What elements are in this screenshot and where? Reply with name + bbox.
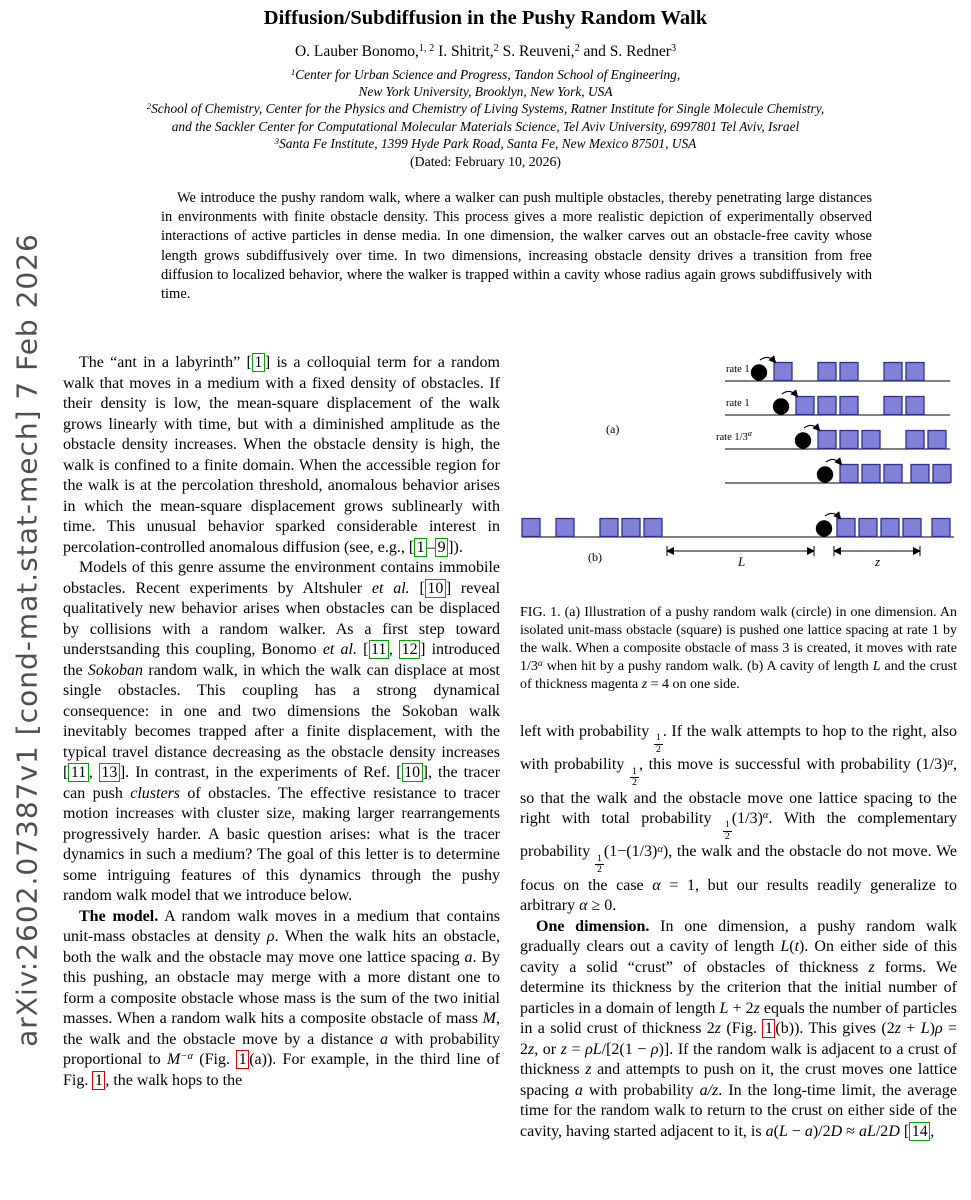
hop-arrow xyxy=(782,391,797,396)
figure-ref-link[interactable]: 1 xyxy=(236,1050,249,1069)
text-run: α xyxy=(652,876,661,894)
text-run: of obstacles. The effective resistance to tracer motion increases with cluster size, making larger rearrangements progressively harder. A basic question arises: what is the tracer dynamics in such a medium? The goal of this letter is to determine some intriguing features of this dynamics through the pushy random walk model that we introduce below. xyxy=(63,784,501,904)
figure-ref-link[interactable]: 1 xyxy=(762,1019,775,1038)
text-run: , or xyxy=(534,1040,561,1058)
obstacle-square xyxy=(911,465,929,483)
citation-link[interactable]: 13 xyxy=(99,763,120,782)
text-run: a/z xyxy=(699,1081,719,1099)
text-run: t xyxy=(794,938,800,956)
text-run: a xyxy=(804,1122,813,1140)
text-run: [ xyxy=(356,641,369,658)
obstacle-square xyxy=(881,519,899,537)
figure1-caption xyxy=(520,604,957,694)
citation-link[interactable]: 10 xyxy=(402,763,423,782)
panel-a-label: (a) xyxy=(606,422,620,436)
inline-fraction: $\frac{1}{2}$ xyxy=(596,852,602,876)
text-run: = 1, but our results readily generalize to arbitrary xyxy=(520,876,957,915)
text-run: ), the walk and the obstacle do not move. We focus on the case xyxy=(520,843,958,894)
text-run: , xyxy=(930,1122,935,1140)
text-run: (b)). This gives (2 xyxy=(775,1020,895,1038)
citation-link[interactable]: 12 xyxy=(399,640,420,659)
paper-title: Diffusion/Subdiffusion in the Pushy Random Walk xyxy=(263,7,708,29)
hop-arrow xyxy=(825,513,840,518)
dimension-label: z xyxy=(875,554,881,568)
text-run: ρ xyxy=(266,928,275,945)
text-run: a xyxy=(379,1030,388,1048)
text-run: , so that the walk and the obstacle move one lattice spacing to the right with total probability xyxy=(520,756,958,828)
obstacle-square xyxy=(884,465,902,483)
text-run: A random walk moves in a medium that contains unit-mass obstacles at density xyxy=(63,907,500,945)
text-run: , the walk and the obstacle move by a distance xyxy=(63,1010,500,1048)
hop-arrow xyxy=(760,357,775,362)
text-run: (1/3) xyxy=(731,810,763,828)
figure1-canvas xyxy=(520,353,957,568)
text-run: clusters xyxy=(130,784,181,802)
text-run: z xyxy=(868,958,875,976)
text-run: We introduce the pushy random walk, where a walker can push multiple obstacles, thereby penetrating large distances in environments with finite obstacle density. This process gives a more realistic depiction of experimentally observed interactions of active particles in dense media. In one dimension, the walker carves out an obstacle-free cavity whose length grows subdiffusively over time. In two dimensions, increasing obstacle density drives a transition from free diffusion to localized behavior, where the walker is trapped within a cavity whose radius again grows subdiffusively with time. xyxy=(161,190,872,303)
text-run: and S. Redner xyxy=(579,43,671,60)
affiliation-line: New York University, Brooklyn, New York, USA xyxy=(358,84,613,100)
citation-link[interactable]: 9 xyxy=(435,538,448,557)
citation-link[interactable]: 1 xyxy=(414,538,427,557)
text-run: et al. xyxy=(371,579,410,597)
text-run: In one dimension, a pushy random walk gradually clears out a cavity of length xyxy=(520,917,958,956)
text-run: The model. xyxy=(79,907,159,925)
text-run: /2 xyxy=(875,1122,889,1140)
paragraph xyxy=(63,353,500,558)
text-run: ]). xyxy=(448,538,463,556)
text-run: when hit by a pushy random walk. (b) A cavity of length xyxy=(542,659,873,674)
text-run: Models of this genre assume the environment contains immobile obstacles. Recent experiments by Altshuler xyxy=(63,559,500,597)
obstacle-square xyxy=(862,465,880,483)
text-run: z xyxy=(528,1040,535,1058)
text-run: and the crust of thickness magenta xyxy=(520,659,958,692)
text-run: α xyxy=(579,897,588,915)
text-run: . With the complementary probability xyxy=(520,810,958,861)
text-run: α xyxy=(537,657,543,668)
text-run: and attempts to push on it, the crust moves one lattice spacing xyxy=(520,1061,958,1099)
text-run: ) xyxy=(929,1020,935,1038)
obstacle-square xyxy=(933,465,951,483)
citation-link[interactable]: 11 xyxy=(369,640,389,659)
hop-arrow xyxy=(826,459,841,464)
figure-ref-link[interactable]: 1 xyxy=(92,1071,105,1090)
text-run: L xyxy=(920,1020,930,1038)
text-run: (a)). For example, in the third line of Fig. xyxy=(63,1051,500,1089)
rate-label: rate 1 xyxy=(726,398,750,409)
obstacle-square xyxy=(862,431,880,449)
obstacle-square xyxy=(906,397,924,415)
rate-label: rate 1 xyxy=(726,364,750,375)
affiliation-line: $^3$Santa Fe Institute, 1399 Hyde Park Road, Santa Fe, New Mexico 87501, USA xyxy=(274,135,697,151)
paragraph xyxy=(63,558,500,907)
text-run: z xyxy=(753,999,760,1017)
text-run: . By this pushing, an obstacle may merge with a more distant one to form a composite obstacle whose mass is the sum of the two initial masses. When a random walk hits a composite obstacle of mass xyxy=(63,948,501,1027)
text-run: α xyxy=(762,810,769,822)
text-run: ] reveal qualitatively new behavior arises when obstacles can be displaced by collisions with a random walker. As a first step toward understsanding this coupling, Bonomo xyxy=(63,579,501,658)
text-run: (Fig. xyxy=(721,1020,763,1038)
walker-circle xyxy=(816,520,832,536)
text-run: random walk, in which the walk can displace at most single obstacles. This coupling has a strong dynamical consequence: in one and two dimensions the Sokoban walk inevitably becomes trapped after a finite displacement, with the typical travel distance decreasing as the obstacle density increases [ xyxy=(63,661,500,781)
text-run: α xyxy=(657,843,663,855)
text-run: z xyxy=(585,1061,592,1079)
date-line: (Dated: February 10, 2026) xyxy=(410,154,561,169)
text-run: z xyxy=(714,1020,722,1038)
inline-fraction: $\frac{1}{2}$ xyxy=(655,732,661,755)
abstract xyxy=(161,189,872,304)
text-run: . When the walk hits an obstacle, both the walk and the obstacle may move one lattice spacing xyxy=(63,928,500,966)
text-run: ] introduced the xyxy=(63,641,501,679)
text-run: (Fig. xyxy=(193,1051,237,1068)
text-run: et al. xyxy=(322,641,357,658)
rate-label: rate $1/3^\alpha$ xyxy=(716,429,752,443)
text-run: M xyxy=(482,1010,496,1027)
obstacle-square xyxy=(818,363,836,381)
obstacle-square xyxy=(837,519,855,537)
walker-circle xyxy=(773,398,789,414)
text-run: Sokoban xyxy=(87,661,144,679)
obstacle-square xyxy=(840,363,858,381)
text-run: ). On either side of this cavity a solid “crust” of obstacles of thickness xyxy=(520,938,957,976)
obstacle-square xyxy=(840,465,858,483)
text-run: ( xyxy=(789,938,795,956)
text-run: , the walk hops to the xyxy=(105,1071,243,1089)
left-column xyxy=(63,353,500,1091)
obstacle-square xyxy=(932,519,950,537)
text-run: L xyxy=(778,1122,788,1140)
text-run: , xyxy=(88,764,99,781)
obstacle-square xyxy=(556,519,574,537)
text-run: ], the tracer can push xyxy=(63,764,501,802)
text-run: equals the number of particles in a solid crust of thickness 2 xyxy=(520,999,957,1038)
obstacle-square xyxy=(818,397,836,415)
text-run: – xyxy=(427,538,436,556)
inline-fraction: $\frac{1}{2}$ xyxy=(632,765,637,789)
text-run: = 2 xyxy=(520,1020,958,1058)
obstacle-square xyxy=(622,519,640,537)
text-run: ρL xyxy=(585,1040,602,1058)
text-run: O. Lauber Bonomo, xyxy=(294,43,419,60)
obstacle-square xyxy=(522,519,540,537)
obstacle-square xyxy=(840,397,858,415)
authors-line xyxy=(0,43,971,61)
text-run: . In the long-time limit, the average time for the random walk to return to the crust on either side of the cavity, having started adjacent to it, is xyxy=(520,1081,958,1140)
citation-link[interactable]: 14 xyxy=(909,1122,930,1141)
obstacle-square xyxy=(644,519,662,537)
text-run: I. Shitrit, xyxy=(434,43,494,60)
text-run: ]. In contrast, in the experiments of Ref. [ xyxy=(119,764,402,781)
text-run: − xyxy=(787,1122,805,1140)
obstacle-square xyxy=(840,431,858,449)
right-column xyxy=(520,353,957,1142)
text-run: [ xyxy=(899,1122,910,1140)
text-run: (1−(1/3) xyxy=(603,843,658,861)
text-run: The “ant in a labyrinth” [ xyxy=(79,354,252,371)
dimension-label: L xyxy=(738,554,746,568)
text-run: , this move is successful with probability (1/3) xyxy=(638,756,948,774)
text-run: D xyxy=(830,1122,843,1140)
panel-b-label: (b) xyxy=(588,550,602,564)
text-run: = xyxy=(566,1040,586,1058)
text-run: = 4 on one side. xyxy=(647,677,740,692)
text-run: a xyxy=(765,1122,774,1140)
text-run: z xyxy=(560,1040,567,1058)
text-run: ρ xyxy=(934,1020,943,1038)
text-run: FIG. 1. (a) Illustration of a pushy random walk (circle) in one dimension. An isolated unit-mass obstacle (square) is pushed one lattice spacing at rate 1 by the walk. When a composite obstacle of mass 3 is created, it moves with rate 1/3 xyxy=(520,605,957,674)
text-run: D xyxy=(888,1122,900,1140)
obstacle-square xyxy=(774,363,792,381)
obstacle-square xyxy=(906,363,924,381)
obstacle-square xyxy=(928,431,946,449)
text-run: )/2 xyxy=(812,1122,831,1140)
citation-link[interactable]: 11 xyxy=(68,763,88,782)
citation-link[interactable]: 10 xyxy=(425,579,446,598)
text-run: with probability xyxy=(582,1081,700,1099)
text-run: α xyxy=(947,756,954,768)
text-run: z xyxy=(894,1020,901,1038)
text-run: S. Reuveni, xyxy=(498,43,575,60)
text-run: L xyxy=(872,659,881,674)
text-run: . If the walk attempts to hop to the right, also with probability xyxy=(520,723,957,774)
text-run: L xyxy=(780,938,790,956)
hop-arrow xyxy=(804,425,819,430)
paragraph xyxy=(63,907,500,1092)
obstacle-square xyxy=(903,519,921,537)
walker-circle xyxy=(751,364,767,380)
text-run: ≥ 0. xyxy=(587,897,617,915)
obstacle-square xyxy=(818,431,836,449)
citation-link[interactable]: 1 xyxy=(252,353,265,372)
paragraph xyxy=(520,722,957,917)
obstacle-square xyxy=(600,519,618,537)
right-column-text xyxy=(520,722,957,1142)
text-run: + 2 xyxy=(728,999,754,1017)
text-run: 3 xyxy=(670,43,677,55)
text-run: 2 xyxy=(574,43,580,55)
text-run: left with probability xyxy=(520,723,654,740)
text-run: One dimension. xyxy=(536,917,650,935)
text-run: M xyxy=(167,1051,181,1068)
obstacle-square xyxy=(859,519,877,537)
text-run: z xyxy=(641,677,648,692)
obstacle-square xyxy=(884,363,902,381)
walker-circle xyxy=(795,432,811,448)
affiliation-line: $^2$School of Chemistry, Center for the Physics and Chemistry of Living Systems, Ratner Institute for Single Molecule Chemistry, xyxy=(146,101,825,117)
text-run: −α xyxy=(180,1051,194,1063)
text-run: L xyxy=(719,999,729,1017)
text-run: ( xyxy=(773,1122,779,1140)
obstacle-square xyxy=(906,431,924,449)
text-run: aL xyxy=(858,1122,876,1140)
text-run: ] is a colloquial term for a random walk that moves in a medium with a fixed density of obstacles. If their density is low, the mean-square displacement of the walk grows linearly with time, but with a diminished amplitude as the obstacle density increases. When the obstacle density is high, the walk is confined to a finite domain. When the accessible region for the walk is at the percolation threshold, anomalous behavior arises in which the mean-square displacement grows sublinearly with time. This unusual behavior sparked considerable interest in percolation-controlled anomalous diffusion (see, e.g., [ xyxy=(63,354,501,556)
affiliations xyxy=(0,66,971,152)
arxiv-banner: arXiv:2602.07387v1 [cond-mat.stat-mech] 7 Feb 2026 xyxy=(10,233,44,1047)
text-run: 1, 2 xyxy=(418,43,435,55)
text-run: ≈ xyxy=(842,1122,859,1140)
obstacle-square xyxy=(796,397,814,415)
text-run: /[2(1 − xyxy=(601,1040,651,1058)
text-run: forms. We determine its thickness by the criterion that the initial number of particles in a domain of length xyxy=(520,958,957,1017)
text-run: ρ xyxy=(650,1040,659,1058)
text-run: a xyxy=(464,948,473,966)
inline-fraction: $\frac{1}{2}$ xyxy=(724,819,730,842)
text-run: , xyxy=(388,641,400,658)
paragraph xyxy=(520,917,957,1143)
text-run: [ xyxy=(409,579,425,597)
walker-circle xyxy=(817,466,833,482)
text-run: )]. If the random walk is adjacent to a crust of thickness xyxy=(520,1040,957,1079)
text-run: 2 xyxy=(493,43,499,55)
affiliation-line: and the Sackler Center for Computational Molecular Materials Science, Tel Aviv University, 6997801 Tel Aviv, Israel xyxy=(171,118,800,134)
text-run: a xyxy=(574,1081,583,1099)
affiliation-line: $^1$Center for Urban Science and Progress, Tandon School of Engineering, xyxy=(290,67,681,82)
obstacle-square xyxy=(884,397,902,415)
text-run: + xyxy=(900,1020,921,1038)
text-run: with probability proportional to xyxy=(63,1030,500,1068)
